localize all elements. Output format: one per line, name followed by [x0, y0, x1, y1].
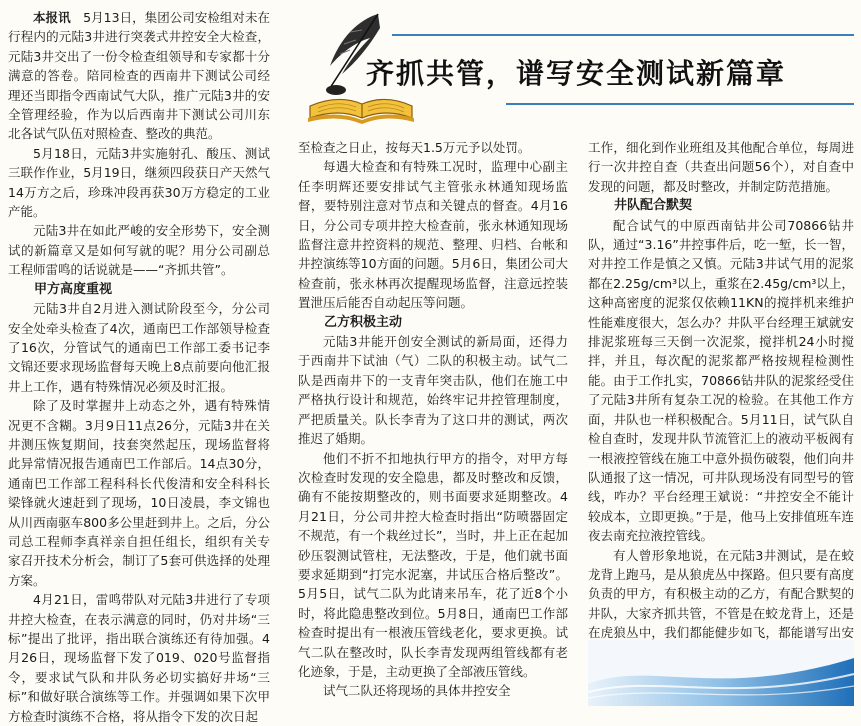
paragraph: 4月21日，雷鸣带队对元陆3井进行了专项井控大检查，在表示满意的同时，仍对井场“三标”提出了批评，指出联合演练还有待加强。4月26日，现场监督下发了019、020号监督指令，要求试气队和井队务必切实搞好井场“三标”和做好联合演练等工作。并强调如果下次甲方检查时演练不合格，将从指令下发的次日起 [8, 592, 270, 724]
paragraph [8, 8, 270, 144]
section-heading: 井队配合默契 [614, 198, 693, 214]
headline-rule-top [392, 34, 854, 36]
section-heading: 甲方高度重视 [34, 281, 113, 297]
paragraph: 元陆3井自2月进入测试阶段至今，分公司安全处牵头检查了4次，通南巴工作部领导检查了16次，分管试气的通南巴工作部工委书记李文锦还要求现场监督每天晚上8点前要向他汇报井上工作，遇有特殊情况必须及时汇报。 [8, 301, 270, 394]
headline-rule-bottom [506, 103, 854, 105]
paragraph: 工作，细化到作业班组及其他配合单位，每周进行一次井控自查（共查出问题56个），对自查中发现的问题，都及时整改，并制定防范措施。 [588, 140, 854, 194]
paragraph: 除了及时掌握井上动态之外，遇有特殊情况更不含糊。3月9日11点26分，元陆3井在关井测压恢复期间，技套突然起压，现场监督将此异常情况报告通南巴工作部后。14点30分，通南巴工作部工程科科长代俊清和安全科科长梁锋就火速赶到了现场，10日凌晨，李文锦也从川西南驱车800多公里赶到井上。之后，分公司总工程师李真祥亲自担任组长，组织有关专家召开技术分析会，制订了5套可供选择的处理方案。 [8, 398, 270, 588]
headline: 齐抓共管，谱写安全测试新篇章 [366, 57, 787, 90]
paragraph: 至检查之日止，按每天1.5万元予以处罚。 [298, 140, 531, 155]
news-lead: 本报讯 [33, 10, 71, 25]
paragraph: 配合试气的中原西南钻井公司70866钻井队，通过“3.16”井控事件后，吃一堑，长一智，对井控工作是慎之又慎。元陆3井试气用的泥浆都在2.25g/cm³以上，重浆在2.45g/cm³以上，这种高密度的泥浆仅依赖11KN的搅拌机来维护性能难度很大，怎么办？井队平台经理王斌就安排泥浆班每三天倒一次泥浆，搅拌机24小时搅拌，并且，每次配的泥浆都严格按规程检测性能。由于工作扎实，70866钻井队的泥浆经受住了元陆3井所有复杂工况的检验。在其他工作方面，井队也一样积极配合。5月11日，试气队自检自查时，发现井队节流管汇上的液动平板阀有一根液控管线在施工中意外损伤破裂，他们向井队通报了这一情况，可井队现场没有同型号的管线，咋办？平台经理王斌说：“井控安全不能计较成本，立即更换。”于是，他马上安排值班车连夜去南充拉液控管线。 [588, 217, 854, 544]
paragraph: 5月18日，元陆3井实施射孔、酸压、测试三联作作业，5月19日，继须四段获日产天然气14万方之后，珍珠冲段再获30万方稳定的工业产能。 [8, 145, 270, 220]
paragraph: 元陆3井在如此严峻的安全形势下，安全测试的新篇章又是如何写就的呢？用分公司副总工程师雷鸣的话说就是——“齐抓共管”。 [8, 223, 270, 278]
paragraph: 元陆3井能开创安全测试的新局面，还得力于西南井下试油（气）二队的积极主动。试气二队是西南井下的一支青年突击队，他们在施工中严格执行设计和规范，始终牢记井控管理制度，严把质量关。队长李青为了这口井的测试，两次推迟了婚期。 [298, 334, 568, 447]
article-column-3 [588, 138, 854, 641]
paragraph: 试气二队还将现场的具体井控安全 [323, 683, 511, 699]
open-book-icon [308, 99, 414, 124]
article-column-1 [8, 0, 270, 724]
paragraph: 每遇大检查和有特殊工况时，监理中心副主任李明辉还要安排试气主管张永林通知现场监督，要特别注意对节点和关键点的督查。4月16日，分公司专项井控大检查前，张永林通知现场监督注意井控资料的规范、整理、归档、台帐和井控演练等10方面的问题。5月6日，集团公司大检查前，张永林再次提醒现场监督，注意远控装置泄压后能否自动起压等问题。 [298, 159, 568, 311]
section-heading: 乙方积极主动 [324, 314, 403, 330]
decorative-wave [588, 640, 854, 706]
paragraph-text: 有人曾形象地说，在元陆3井测试，是在蛟龙背上跑马，是从狼虎丛中探路。但只要有高度负责的甲方，有积极主动的乙方，有配合默契的井队，大家齐抓共管，不管是在蛟龙背上，还是在虎狼丛中，我们都能健步如飞，都能谱写出安 [588, 547, 854, 641]
paragraph-text: 5月13日，集团公司安检组对未在行程内的元陆3井进行突袭式井控安全大检查，元陆3井交出了一份令检查组领导和专家都十分满意的答卷。陪同检查的西南井下测试公司经理还当即指令西南试气大队，推广元陆3井的安全管理经验，作为以后西南井下测试公司川东北各试气队伍对照检查、整改的典范。 [8, 10, 270, 142]
article-header [300, 0, 861, 135]
article-column-2 [298, 138, 568, 705]
paragraph: 他们不折不扣地执行甲方的指令，对甲方每次检查时发现的安全隐患，都及时整改和反馈，确有不能按期整改的，则书面要求延期整改。4月21日，分公司井控大检查时指出“防喷器固定不规范，有一个栽丝过长”，当时，井上正在起加砂压裂测试管柱，无法整改，于是，他们就书面要求延期到“打完水泥塞，井试压合格后整改”。5月5日，试气二队为此请来吊车，花了近8个小时，将此隐患整改到位。5月8日，通南巴工作部检查时提出有一根液压管线老化，要求更换。试气二队在整改时，队长李青发现两组管线都有老化迹象，于是，主动更换了全部液压管线。 [298, 450, 568, 679]
